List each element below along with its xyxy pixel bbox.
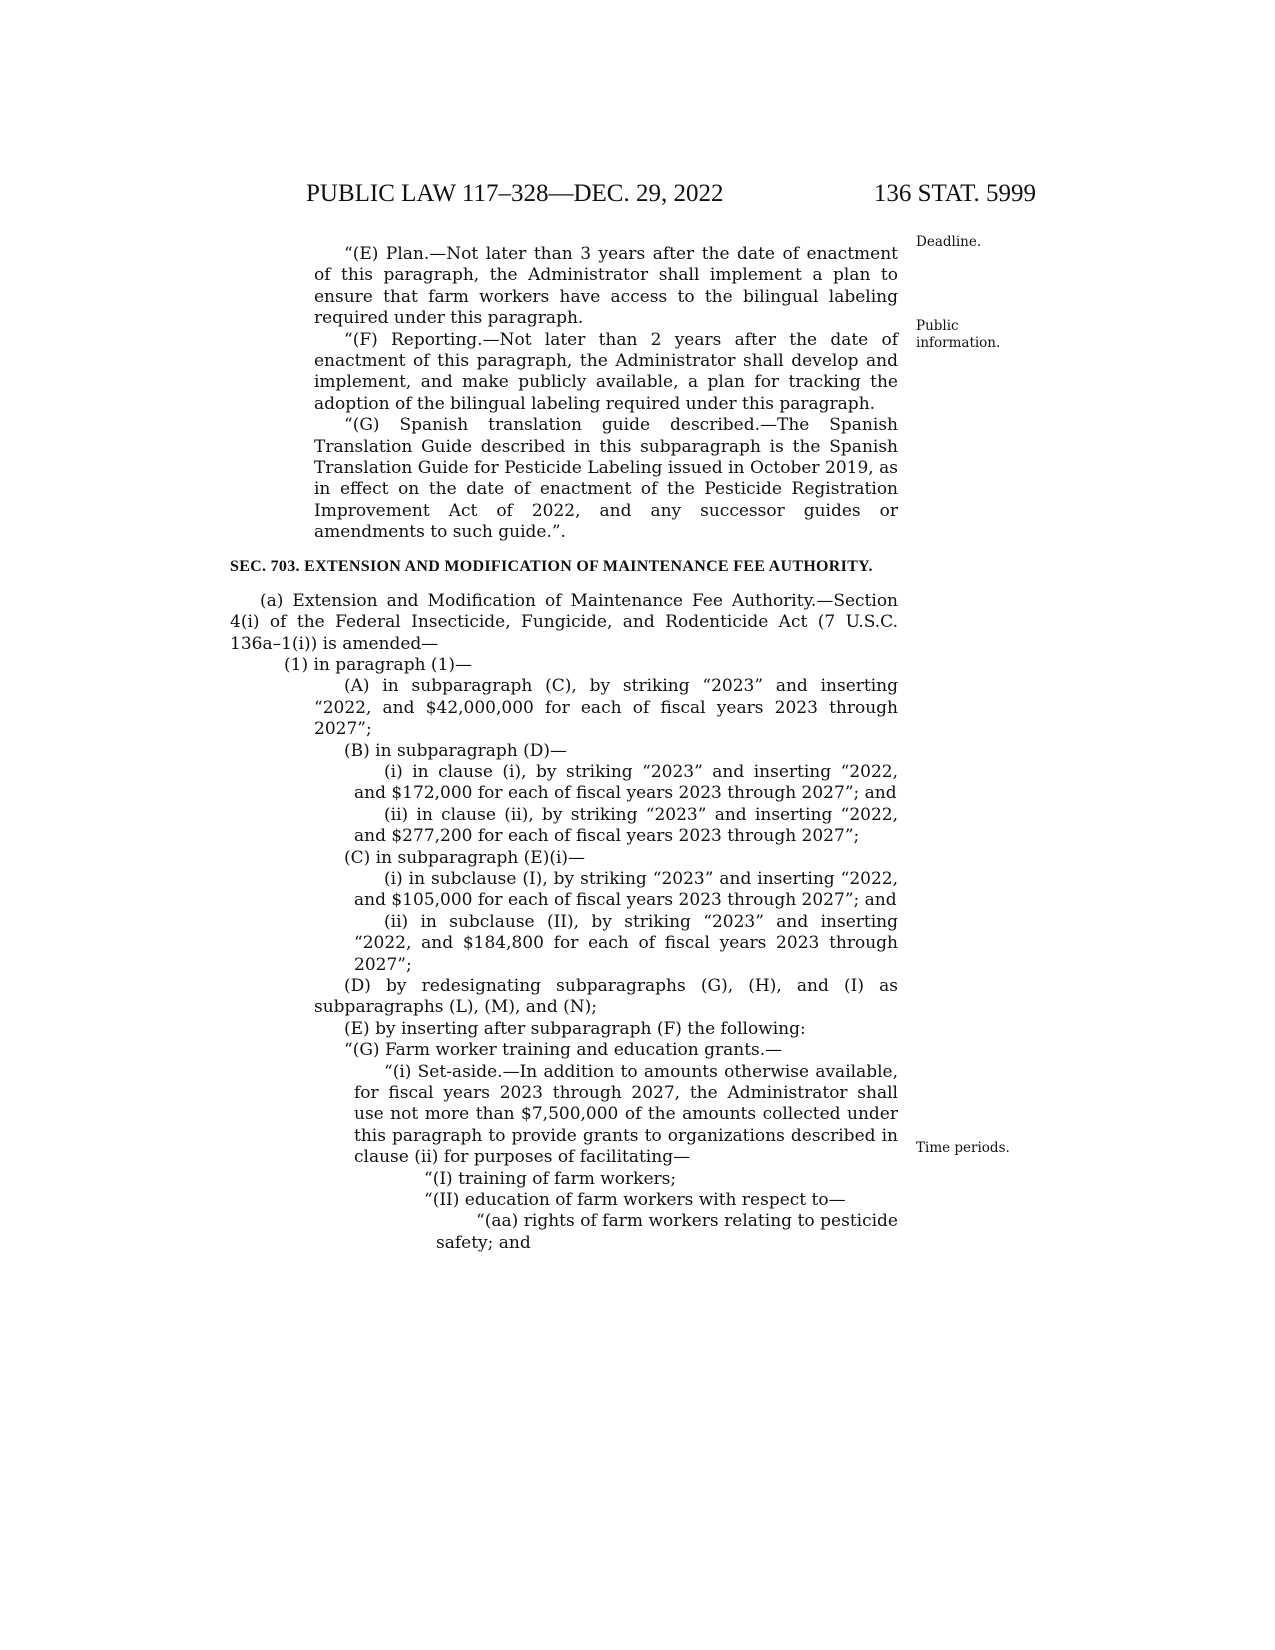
stat-page-number: 136 STAT. 5999	[873, 180, 1036, 207]
clause-1-c-i: (i) in subclause (I), by striking “2023” and inserting “2022, and $105,000 for each of fiscal years 2023 through 2027”; and	[354, 868, 898, 911]
margin-note-time-periods: Time periods.	[916, 1140, 1010, 1156]
subparagraph-1-c: (C) in subparagraph (E)(i)—	[344, 847, 586, 868]
subparagraph-1-b: (B) in subparagraph (D)—	[344, 740, 568, 761]
section-heading: SEC. 703. EXTENSION AND MODIFICATION OF MAINTENANCE FEE AUTHORITY.	[230, 557, 873, 575]
subparagraph-1-a: (A) in subparagraph (C), by striking “2023” and inserting “2022, and $42,000,000 for each of fiscal years 2023 through 2027”;	[314, 676, 898, 740]
clause-1-b-i: (i) in clause (i), by striking “2023” and inserting “2022, and $172,000 for each of fiscal years 2023 through 2027”; and	[354, 761, 898, 804]
subparagraph-1-e: (E) by inserting after subparagraph (F) the following:	[344, 1018, 806, 1039]
document-body	[230, 244, 898, 1254]
subsection-a: (a) Extension and Modification of Maintenance Fee Authority.—Section 4(i) of the Federal Insecticide, Fungicide, and Rodenticide Act (7 U.S.C. 136a–1(i)) is amended—	[230, 590, 898, 654]
clause-e-plan: “(E) Plan.—Not later than 3 years after the date of enactment of this paragraph, the Administrator shall implement a plan to ensure that farm workers have access to the bilingual labeling required under this paragraph.	[314, 244, 898, 329]
margin-note-deadline: Deadline.	[916, 234, 982, 250]
margin-note-public-information: Public information.	[916, 318, 1001, 351]
law-citation: PUBLIC LAW 117–328—DEC. 29, 2022	[306, 180, 724, 207]
paragraph-1: (1) in paragraph (1)—	[284, 654, 473, 675]
clause-1-b-ii: (ii) in clause (ii), by striking “2023” and inserting “2022, and $277,200 for each of fiscal years 2023 through 2027”;	[354, 804, 898, 847]
clause-1-c-ii: (ii) in subclause (II), by striking “2023” and inserting “2022, and $184,800 for each of fiscal years 2023 through 2027”;	[354, 911, 898, 975]
inserted-subparagraph-g: “(G) Farm worker training and education grants.—	[344, 1040, 783, 1061]
clause-f-reporting: “(F) Reporting.—Not later than 2 years after the date of enactment of this paragraph, the Administrator shall develop and implement, and make publicly available, a plan for tracking the adoption of the bilingual labeling required under this paragraph.	[314, 329, 898, 414]
inserted-clause-i-set-aside: “(i) Set-aside.—In addition to amounts otherwise available, for fiscal years 2023 through 2027, the Administrator shall use not more than $7,500,000 of the amounts collected under this paragraph to provide grants to organizations described in clause (ii) for purposes of facilitating—	[354, 1061, 898, 1168]
inserted-subclause-i-training: “(I) training of farm workers;	[424, 1168, 677, 1189]
inserted-item-aa-rights: “(aa) rights of farm workers relating to pesticide safety; and	[436, 1211, 898, 1253]
clause-g-spanish-guide: “(G) Spanish translation guide described.—The Spanish Translation Guide described in this subparagraph is the Spanish Translation Guide for Pesticide Labeling issued in October 2019, as in effect on the date of enactment of the Pesticide Registration Improvement Act of 2022, and any successor guides or amendments to such guide.”.	[314, 415, 898, 543]
page-header	[306, 180, 1036, 210]
subparagraph-1-d: (D) by redesignating subparagraphs (G), (H), and (I) as subparagraphs (L), (M), and (N);	[314, 976, 898, 1018]
inserted-subclause-ii-education: “(II) education of farm workers with respect to—	[424, 1190, 846, 1211]
